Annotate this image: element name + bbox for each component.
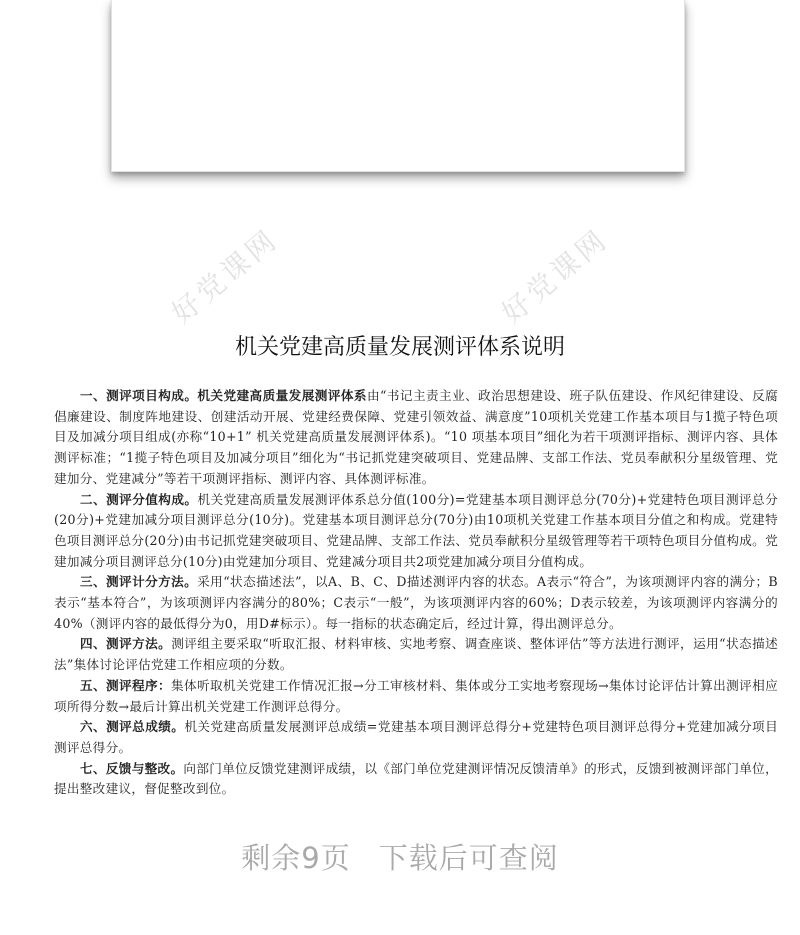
section-heading: 一、测评项目构成。 (80, 388, 198, 403)
section-subject: 机关党建高质量发展测评体系 (197, 388, 367, 403)
remaining-pages-label: 剩余9页 (241, 841, 351, 875)
section-text: 机关党建高质量发展测评总成绩=党建基本项目测评总得分+党建特色项目测评总得分+党建加减分项目测评总得分。 (54, 719, 778, 755)
section-heading: 四、测评方法。 (80, 636, 172, 652)
section-text: 机关党建高质量发展测评体系总分值(100分)=党建基本项目测评总分(70分)+党建特色项目测评总分(20分)+党建加减分项目测评总分(10分)。党建基本项目测评总分(70分)由10项机关党建工作基本项目分值之和构成。党建特色项目测评总分(20分)由书记抓党建突破项目、党建品牌、支部工作法、党员奉献积分星级管理等若干项特色项目分值构成。党建加减分项目测评总分(10分)由党建加分项目、党建减分项目共2项党建加减分项目分值构成。 (54, 491, 778, 569)
watermark-left: 好党课网 (165, 222, 285, 330)
document-title: 机关党建高质量发展测评体系说明 (234, 335, 565, 360)
section-text: 向部门单位反馈党建测评成绩，以《部门单位党建测评情况反馈清单》的形式，反馈到被测评部门单位，提出整改建议，督促整改到位。 (54, 760, 778, 797)
paragraph-3 (54, 572, 778, 634)
paragraph-4 (54, 634, 778, 675)
paragraph-1 (54, 386, 778, 490)
section-heading: 三、测评计分方法。 (80, 574, 198, 590)
document-body (54, 386, 778, 800)
paragraph-7 (54, 759, 778, 800)
section-heading: 五、测评程序： (80, 677, 172, 693)
previous-page-preview (111, 0, 685, 172)
section-text: 由“书记主责主业、政治思想建设、班子队伍建设、作风纪律建设、反腐倡廉建设、制度阵地建设、创建活动开展、党建经费保障、党建引领效益、满意度”10项机关党建工作基本项目与1揽子特色项目及加减分项目组成(亦称“10+1” 机关党建高质量发展测评体系)。“10 项基本项目”细化为若干项测评指标、测评内容、具体测评标准；“1揽子特色项目及加减分项目”细化为“书记抓党建突破项目、党建品牌、支部工作法、党员奉献积分星级管理、党建加分、党建减分”等若干项测评指标、测评内容、具体测评标准。 (54, 388, 779, 486)
download-to-view-label: 下载后可查阅 (378, 841, 559, 875)
section-text: 采用“状态描述法”，以A、B、C、D描述测评内容的状态。A表示“符合”，为该项测评内容的满分；B表示“基本符合”，为该项测评内容满分的80%；C表示“一般”，为该项测评内容的60%；D表示较差，为该项测评内容满分的40%（测评内容的最低得分为0，用D#标示）。每一指标的状态确定后，经过计算，得出测评总分。 (54, 574, 778, 631)
paragraph-6 (54, 717, 778, 758)
section-heading: 六、测评总成绩。 (80, 719, 185, 735)
paragraph-2 (54, 490, 778, 573)
paragraph-5 (54, 676, 778, 717)
remaining-pages-notice[interactable] (0, 836, 800, 877)
section-text: 测评组主要采取“听取汇报、材料审核、实地考察、调查座谈、整体评估”等方法进行测评，运用“状态描述法”集体讨论评估党建工作相应项的分数。 (54, 636, 778, 673)
section-heading: 七、反馈与整改。 (80, 760, 184, 776)
section-text: 集体听取机关党建工作情况汇报→分工审核材料、集体或分工实地考察现场→集体讨论评估计算出测评相应项所得分数→最后计算出机关党建工作测评总得分。 (54, 677, 778, 714)
section-heading: 二、测评分值构成。 (80, 491, 198, 507)
watermark-right: 好党课网 (495, 222, 615, 330)
